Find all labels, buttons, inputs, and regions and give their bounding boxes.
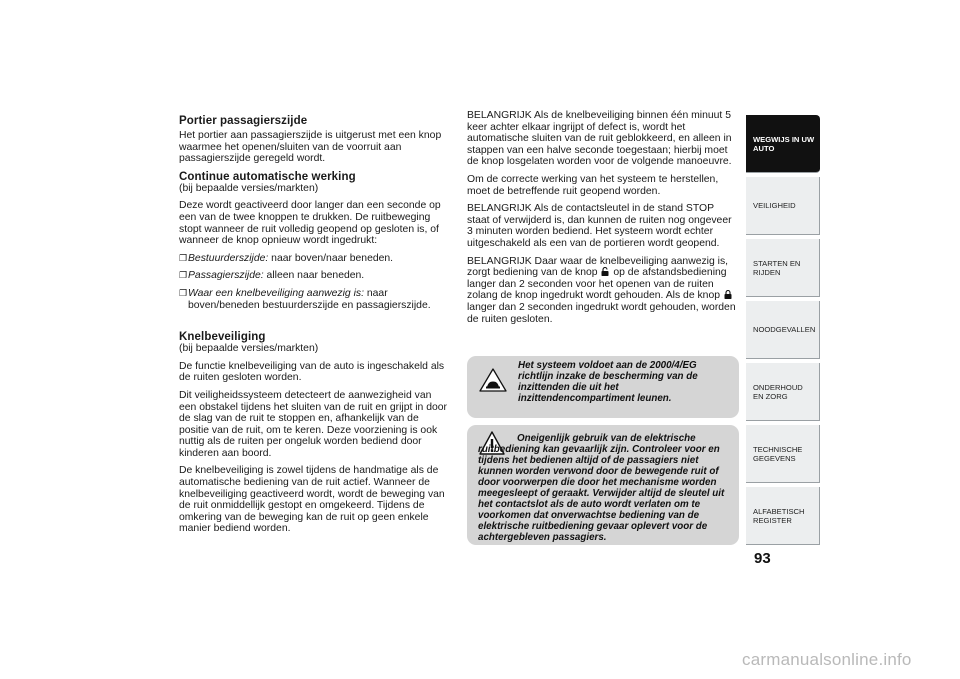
heading-portier: Portier passagierszijde (179, 115, 308, 127)
tab-technische[interactable]: TECHNISCHE GEGEVENS (746, 425, 820, 483)
car-window-icon (479, 368, 507, 392)
subheading-continue: (bij bepaalde versies/markten) (179, 182, 319, 194)
warning-callout (467, 425, 739, 545)
left-column (179, 115, 451, 541)
paragraph-knel-3: De knelbeveiliging is zowel tijdens de handmatige als de automatische bediening van de ruit actief. Wanneer de knelbeveiliging geactiveerd wordt, wordt de beweging van de ruit onmiddellijk gestopt en omgekeerd. Tijdens de omkering van de beweging kan de ruit op geen enkele manier bediend worden. (179, 465, 445, 535)
paragraph-belangrijk-2: BELANGRIJK Als de contactsleutel in de stand STOP staat of verwijderd is, dan kunnen de ruiten nog ongeveer 3 minuten worden bediend. Het systeem wordt echter uitgeschakeld als een van de portieren wordt geopend. (467, 203, 732, 249)
paragraph-herstellen: Om de correcte werking van het systeem te herstellen, moet de betreffende ruit geopend worden. (467, 173, 719, 197)
tab-veiligheid[interactable]: VEILIGHEID (746, 177, 820, 235)
paragraph-knel-2: Dit veiligheidssysteem detecteert de aanwezigheid van een obstakel tijdens het sluiten van de ruit en grijpt in door de slag van de ruit te stoppen en, afhankelijk van de positie van de ruit, om te keren. Deze voorziening is ook nuttig als de ruiten per ongeluk worden bediend door kinderen aan boord. (179, 389, 448, 459)
watermark: carmanualsonline.info (742, 650, 912, 669)
chapter-index (746, 115, 820, 545)
tab-register[interactable]: ALFABETISCH REGISTER (746, 487, 820, 545)
lock-icon (724, 290, 732, 299)
unlock-icon (601, 267, 609, 276)
bullet-item: ❐Passagierszijde: alleen naar beneden. (179, 270, 365, 282)
paragraph-continue: Deze wordt geactiveerd door langer dan een seconde op een van de twee knoppen te drukken. De ruitbeweging stopt wanneer de ruit volledig geopend op gesloten is, of wanneer de knop opnieuw wordt ingedrukt: (179, 200, 441, 247)
bullet-item: ❐Bestuurderszijde: naar boven/naar beneden. (179, 252, 394, 264)
paragraph-belangrijk-1: BELANGRIJK Als de knelbeveiliging binnen één minuut 5 keer achter elkaar ingrijpt of defect is, wordt het automatische sluiten van de ruit geblokkeerd, en alleen in stappen van een halve seconde toegestaan; hierbij moet de knop losgelaten worden voor de volgende manoeuvre. (467, 110, 732, 168)
bullet-item: ❐Waar een knelbeveiliging aanwezig is: naar boven/beneden bestuurderszijde en passagierszijde. (179, 287, 431, 311)
tab-starten[interactable]: STARTEN EN RIJDEN (746, 239, 820, 297)
tab-noodgevallen[interactable]: NOODGEVALLEN (746, 301, 820, 359)
heading-continue: Continue automatische werking (179, 170, 356, 183)
info-callout (467, 356, 739, 418)
paragraph-knel-1: De functie knelbeveiliging van de auto is ingeschakeld als de ruiten gesloten worden. (179, 360, 445, 384)
heading-knelbeveiliging: Knelbeveiliging (179, 331, 266, 344)
warning-text: Oneigenlijk gebruik van de elektrische ruitbediening kan gevaarlijk zijn. Controleer voor en tijdens het bedienen altijd of de passagiers niet kunnen worden verwond door de bewegende ruit of door voorwerpen die door het mechanisme worden meegesleept of geraakt. Verwijder altijd de sleutel uit het contactslot als de auto wordt verlaten om te voorkomen dat onverwachtse bediening van de elektrische ruitbediening gevaar oplevert voor de achtergebleven passagiers. (478, 433, 725, 543)
callout-text: Het systeem voldoet aan de 2000/4/EG richtlijn inzake de bescherming van de inzittenden die uit het inzittendencompartiment leunen. (518, 360, 698, 404)
paragraph-portier: Het portier aan passagierszijde is uitgerust met een knop waarmee het openen/sluiten van de voorruit aan passagierszijde geregeld wordt. (179, 130, 442, 165)
tab-wegwijs[interactable]: WEGWIJS IN UW AUTO (746, 115, 820, 173)
tab-onderhoud[interactable]: ONDERHOUD EN ZORG (746, 363, 820, 421)
page-number: 93 (754, 550, 771, 567)
paragraph-belangrijk-3: BELANGRIJK Daar waar de knelbeveiliging aanwezig is, zorgt bediening van de knop op de afstandsbediening langer dan 2 seconden voor het openen van de ruiten zolang de knop ingedrukt wordt gehouden. Als de knop langer dan 2 seconden ingedrukt wordt gehouden, worden de ruiten gesloten. (467, 255, 736, 325)
right-column (467, 110, 739, 331)
subheading-knel: (bij bepaalde versies/markten) (179, 343, 319, 355)
